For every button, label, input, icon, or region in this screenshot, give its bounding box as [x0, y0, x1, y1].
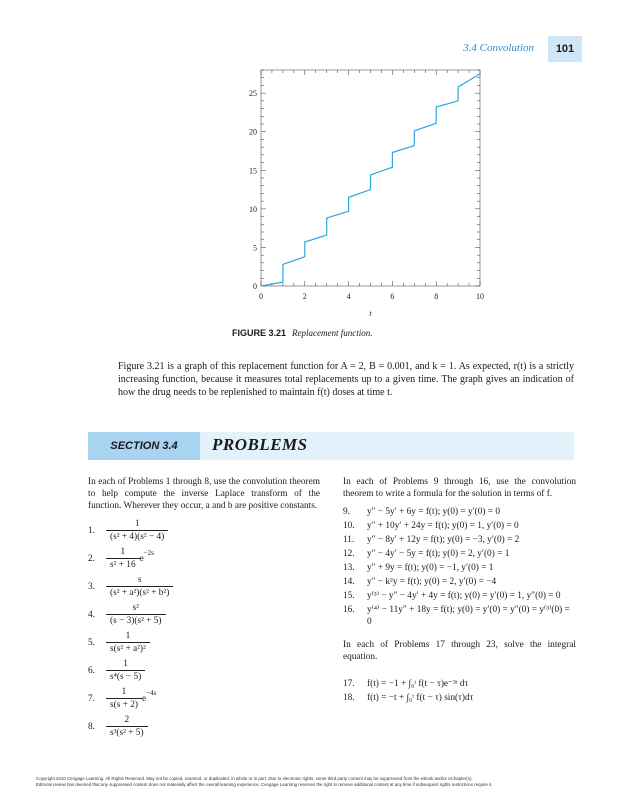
problem-number: 13. — [343, 563, 355, 573]
figure-caption-text: Replacement function. — [292, 328, 373, 338]
right-intro: In each of Problems 9 through 16, use the convolution theorem to write a formula for the solution in terms of f. — [343, 477, 576, 499]
x-tick-label: 4 — [346, 292, 351, 301]
problem-item — [88, 658, 320, 683]
numerator: 1 — [123, 659, 128, 669]
left-column — [88, 476, 320, 742]
problem-text: y″ − 5y′ + 6y = f(t); y(0) = y′(0) = 0 — [367, 507, 501, 517]
fraction — [106, 518, 168, 543]
y-tick-label: 0 — [253, 282, 257, 291]
x-tick-label: 0 — [259, 292, 263, 301]
problem-item — [343, 506, 576, 518]
body-paragraph: Figure 3.21 is a graph of this replacement function for A = 2, B = 0.001, and k = 1. As expected, r(t) is a strictly increasing function, because it measures total replacements up to a given time. The graph gives an indication of how the drug needs to be replenished to maintain f(t) doses at time t. — [118, 361, 574, 398]
y-tick-label: 5 — [253, 243, 257, 253]
problem-number: 15. — [343, 591, 355, 601]
problem-item — [88, 602, 320, 627]
problem-number: 12. — [343, 549, 355, 559]
problem-item — [343, 562, 576, 574]
denominator: (s² + a²)(s² + b²) — [106, 586, 173, 599]
section-banner — [88, 432, 574, 460]
problem-number: 17. — [343, 679, 355, 689]
section-title: PROBLEMS — [212, 435, 308, 454]
numerator: s — [137, 575, 142, 585]
x-tick-label: 10 — [476, 292, 484, 301]
running-head: 3.4 Convolution — [463, 42, 534, 54]
denominator: s² + 16 — [106, 558, 140, 571]
problem-number: 7. — [88, 693, 95, 704]
problem-number: 9. — [343, 507, 350, 517]
problem-number: 3. — [88, 581, 95, 592]
problem-item — [343, 678, 576, 690]
right-intro-2: In each of Problems 17 through 23, solve the integral equation. — [343, 640, 576, 662]
y-tick-label: 10 — [249, 204, 257, 214]
problem-item — [88, 630, 320, 655]
numerator: 1 — [134, 519, 140, 529]
problem-item — [343, 534, 576, 546]
denominator: s³(s² + 5) — [106, 726, 148, 739]
numerator: 2 — [124, 715, 130, 725]
problem-number: 8. — [88, 721, 95, 732]
problem-number: 5. — [88, 637, 95, 648]
fraction — [106, 630, 150, 655]
y-tick-label: 20 — [249, 127, 257, 137]
fraction — [106, 686, 142, 711]
exponential-factor: $e^{-4s}$ — [141, 688, 157, 704]
y-tick-label: 25 — [249, 89, 257, 99]
integral-equation-problems — [343, 678, 576, 704]
problem-number: 1. — [88, 525, 95, 536]
problem-number: 10. — [343, 521, 355, 531]
problem-text: y⁽³⁾ − y″ − 4y′ + 4y = f(t); y(0) = y′(0) = 1, y″(0) = 0 — [367, 591, 561, 601]
denominator: (s² + 4)(s² − 4) — [106, 530, 168, 543]
exponent: −4s — [146, 688, 157, 697]
fraction — [106, 546, 140, 571]
numerator: 1 — [120, 547, 126, 557]
replacement-function-chart — [235, 62, 495, 320]
numerator: 1 — [125, 631, 131, 641]
problem-number: 6. — [88, 665, 95, 676]
series-line-r-t — [261, 74, 480, 286]
right-column — [343, 476, 576, 706]
problem-item — [343, 520, 576, 532]
problem-item — [88, 518, 320, 543]
x-tick-label: 2 — [302, 292, 307, 301]
fraction — [106, 658, 145, 683]
problem-item — [88, 546, 320, 571]
section-tag: SECTION 3.4 — [88, 432, 200, 460]
numerator: 1 — [121, 687, 127, 697]
x-tick-label: 8 — [434, 292, 439, 301]
problem-number: 18. — [343, 693, 355, 703]
problem-item — [88, 714, 320, 739]
problem-text: y″ − k²y = f(t); y(0) = 2, y′(0) = −4 — [367, 577, 497, 587]
copyright-line-2: Editorial review has deemed that any suppressed content does not materially affect the overall learning experience. Cengage Learning reserves the right to remove additional content at any time if subsequent rights restrictions require it. — [36, 782, 493, 787]
problem-item — [343, 590, 576, 602]
problem-item — [88, 574, 320, 599]
inverse-transform-problems — [88, 518, 320, 739]
page-number: 101 — [548, 36, 582, 62]
problem-text: f(t) = −1 + ∫₀ᵗ f(t − τ)e⁻³ᵗ dτ — [367, 679, 469, 689]
x-tick-label: 6 — [390, 292, 395, 301]
copyright-line-1: Copyright 2010 Cengage Learning. All Rights Reserved. May not be copied, scanned, or duplicated, in whole or in part. Due to electronic rights, some third party content may be suppressed from the eBook and/or eChapter(s). — [36, 776, 473, 781]
problem-text: y″ − 4y′ − 5y = f(t); y(0) = 2, y′(0) = 1 — [367, 549, 510, 559]
fraction — [106, 714, 148, 739]
left-intro: In each of Problems 1 through 8, use the convolution theorem to help compute the inverse Laplace transform of the function. Wherever they occur, a and b are positive constants. — [88, 477, 320, 511]
numerator: s² — [132, 603, 139, 613]
y-tick-label: 15 — [249, 166, 257, 176]
x-axis-label: t — [369, 309, 372, 318]
problem-number: 2. — [88, 553, 95, 564]
problem-item — [343, 576, 576, 588]
problem-item — [88, 686, 320, 711]
problem-text: y⁽⁴⁾ − 11y″ + 18y = f(t); y(0) = y′(0) = y″(0) = y⁽³⁾(0) = 0 — [367, 605, 570, 627]
denominator: s(s² + a²)² — [106, 642, 150, 655]
copyright-footer — [36, 776, 596, 788]
fraction — [106, 602, 166, 627]
ode-problems — [343, 506, 576, 628]
problem-text: y″ + 10y′ + 24y = f(t); y(0) = 1, y′(0) = 0 — [367, 521, 519, 531]
exponent: −2s — [143, 548, 154, 557]
problem-text: f(t) = −t + ∫₀ᵗ f(t − τ) sin(τ)dτ — [367, 693, 474, 703]
problem-item — [343, 604, 576, 628]
problem-item — [343, 548, 576, 560]
denominator: (s − 3)(s² + 5) — [106, 614, 166, 627]
problem-number: 14. — [343, 577, 355, 587]
problem-item — [343, 692, 576, 704]
problem-number: 16. — [343, 605, 355, 615]
problem-number: 4. — [88, 609, 95, 620]
figure-label: FIGURE 3.21 — [232, 328, 287, 338]
problem-text: y″ − 8y′ + 12y = f(t); y(0) = −3, y′(0) = 2 — [367, 535, 520, 545]
denominator: s(s + 2) — [106, 698, 142, 711]
problem-text: y″ + 9y = f(t); y(0) = −1, y′(0) = 1 — [367, 563, 494, 573]
denominator: s⁴(s − 5) — [106, 670, 145, 683]
figure-caption — [232, 328, 373, 338]
page-header — [0, 36, 622, 62]
problem-number: 11. — [343, 535, 355, 545]
exponential-factor: $e^{-2s}$ — [139, 548, 154, 564]
fraction — [106, 574, 173, 599]
